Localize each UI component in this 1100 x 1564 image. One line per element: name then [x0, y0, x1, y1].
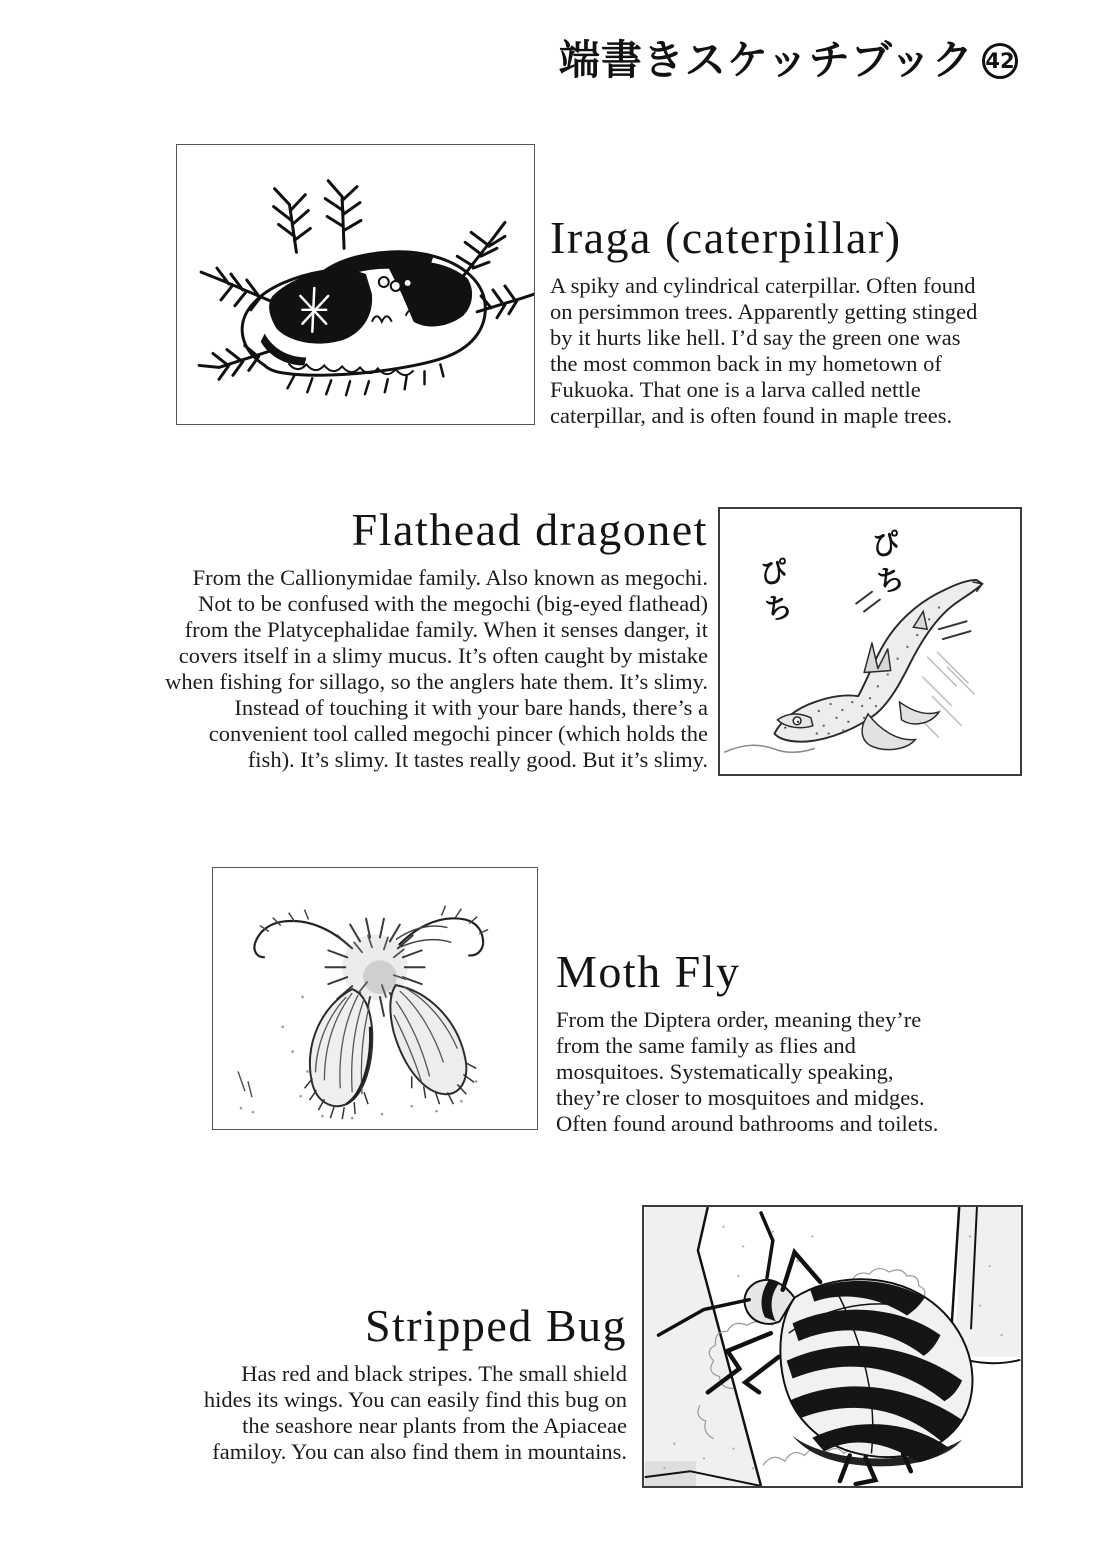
body-line: caterpillar, and is often found in maple trees. [550, 403, 953, 428]
section-moth-fly [556, 946, 938, 1137]
section-body [165, 565, 708, 773]
body-line: by it hurts like hell. I’d say the green one was [550, 325, 961, 350]
section-stripped-bug [204, 1300, 627, 1465]
stripped-bug-sketch [644, 1207, 1021, 1486]
body-line: convenient tool called megochi pincer (which holds the [208, 721, 708, 746]
body-line: covers itself in a slimy mucus. It’s often caught by mistake [178, 643, 708, 668]
body-line: Has red and black stripes. The small shield [241, 1361, 627, 1386]
body-line: from the same family as flies and [556, 1033, 856, 1058]
body-line: From the Diptera order, meaning they’re [556, 1007, 922, 1032]
section-title: Iraga (caterpillar) [550, 212, 902, 263]
iraga-caterpillar-sketch [177, 145, 534, 424]
body-line: From the Callionymidae family. Also known as megochi. [192, 565, 708, 590]
header-issue-number: 42 [985, 48, 1015, 73]
body-line: Fukuoka. That one is a larva called nettle [550, 377, 921, 402]
stripped-bug-illustration-panel [642, 1205, 1023, 1488]
section-body [204, 1361, 627, 1465]
section-flathead-dragonet [165, 504, 708, 773]
section-title: Moth Fly [556, 946, 741, 997]
body-line: on persimmon trees. Apparently getting stinged [550, 299, 978, 324]
moth-fly-illustration-panel [212, 867, 538, 1130]
body-line: A spiky and cylindrical caterpillar. Often found [550, 273, 976, 298]
body-line: the most common back in my hometown of [550, 351, 942, 376]
header-issue-badge [982, 43, 1018, 79]
body-line: mosquitoes. Systematically speaking, [556, 1059, 894, 1084]
body-line: Not to be confused with the megochi (big-eyed flathead) [198, 591, 708, 616]
section-body [556, 1007, 938, 1137]
body-line: the seashore near plants from the Apiaceae [242, 1413, 627, 1438]
section-iraga [550, 212, 977, 429]
body-line: when fishing for sillago, so the anglers hate them. It’s slimy. [165, 669, 708, 694]
sfx-pichi-1: ぴち [753, 554, 797, 631]
dragonet-illustration-panel [718, 507, 1022, 776]
body-line: Often found around bathrooms and toilets. [556, 1111, 939, 1136]
section-title: Flathead dragonet [351, 504, 708, 555]
page-header [558, 36, 1018, 84]
header-title: 端書きスケッチブック [558, 36, 974, 84]
sfx-pichi-2: ぴち [865, 526, 909, 603]
section-body [550, 273, 977, 429]
iraga-illustration-panel [176, 144, 535, 425]
body-line: familoy. You can also find them in mountains. [212, 1439, 627, 1464]
body-line: Instead of touching it with your bare hands, there’s a [234, 695, 708, 720]
body-line: hides its wings. You can easily find this bug on [203, 1387, 627, 1412]
moth-fly-sketch [213, 868, 537, 1129]
section-title: Stripped Bug [364, 1300, 627, 1351]
body-line: from the Platycephalidae family. When it senses danger, it [184, 617, 708, 642]
body-line: fish). It’s slimy. It tastes really good. But it’s slimy. [247, 747, 708, 772]
body-line: they’re closer to mosquitoes and midges. [556, 1085, 925, 1110]
